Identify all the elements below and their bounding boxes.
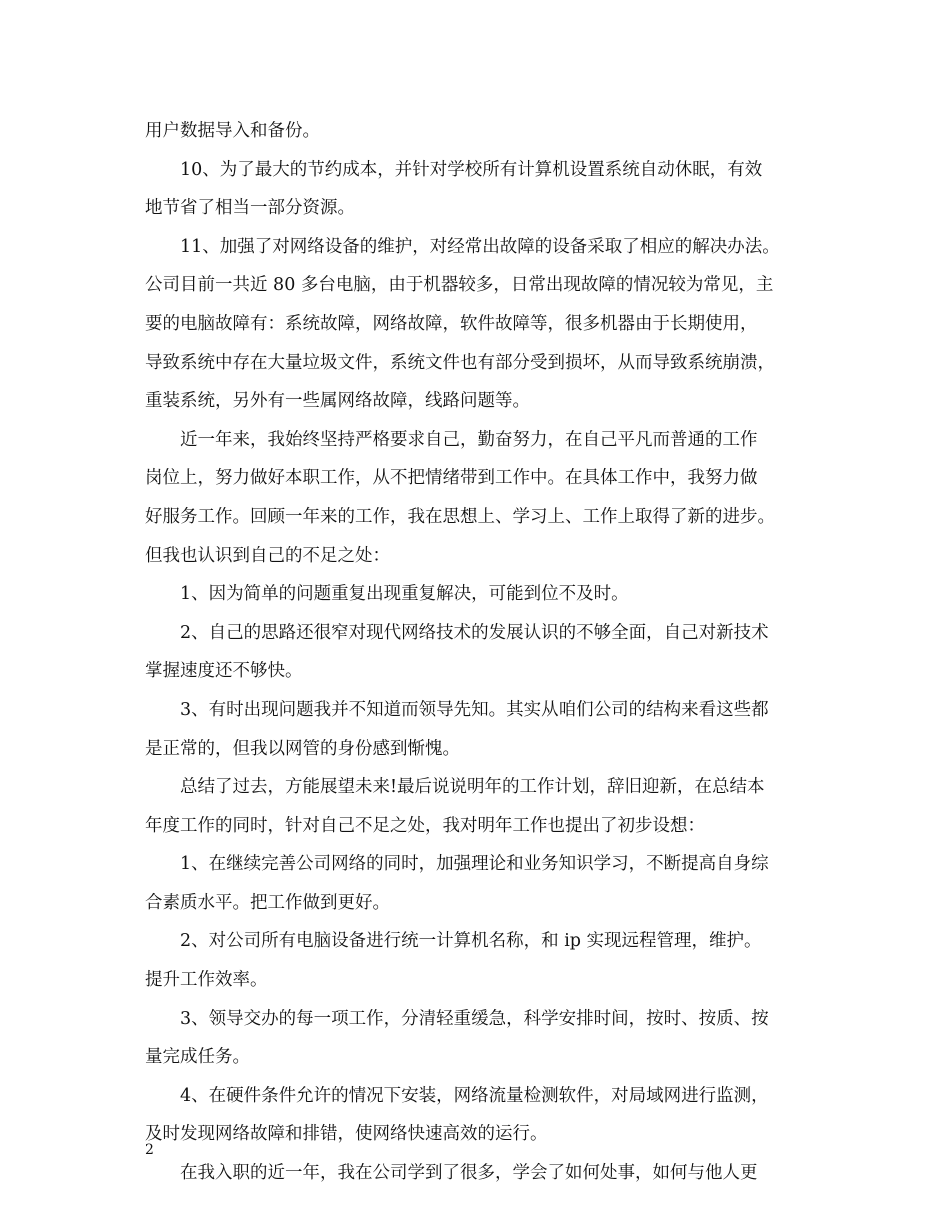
text-line: 用户数据导入和备份。 bbox=[145, 121, 320, 141]
list-item-line: 1、在继续完善公司网络的同时，加强理论和业务知识学习，不断提高自身综 bbox=[180, 854, 769, 875]
list-item-line: 1、因为简单的问题重复出现重复解决，可能到位不及时。 bbox=[180, 584, 629, 605]
text-line: 公司目前一共近 80 多台电脑，由于机器较多，日常出现故障的情况较为常见，主 bbox=[145, 275, 774, 296]
text-line: 掌握速度还不够快。 bbox=[145, 661, 303, 682]
page-number: 2 bbox=[145, 1142, 154, 1158]
paragraph-line: 近一年来，我始终坚持严格要求自己，勤奋努力，在自己平凡而普通的工作 bbox=[180, 429, 758, 450]
text-line: 好服务工作。回顾一年来的工作，我在思想上、学习上、工作上取得了新的进步。 bbox=[145, 506, 775, 527]
text-line: 导致系统中存在大量垃圾文件，系统文件也有部分受到损坏，从而导致系统崩溃， bbox=[145, 352, 775, 373]
document-body bbox=[145, 112, 810, 1193]
text-line: 量完成任务。 bbox=[145, 1047, 250, 1068]
list-item-line: 2、自己的思路还很窄对现代网络技术的发展认识的不够全面，自己对新技术 bbox=[180, 622, 769, 643]
paragraph-line: 总结了过去，方能展望未来!最后说说明年的工作计划，辞旧迎新，在总结本 bbox=[180, 777, 765, 798]
text-line: 是正常的，但我以网管的身份感到惭愧。 bbox=[145, 738, 460, 759]
list-item-line: 3、有时出现问题我并不知道而领导先知。其实从咱们公司的结构来看这些都 bbox=[180, 699, 769, 720]
list-item-line: 2、对公司所有电脑设备进行统一计算机名称，和 ip 实现远程管理，维护。 bbox=[180, 931, 762, 952]
text-line: 要的电脑故障有：系统故障，网络故障，软件故障等，很多机器由于长期使用， bbox=[145, 313, 758, 334]
text-line: 地节省了相当一部分资源。 bbox=[145, 198, 355, 219]
text-line: 提升工作效率。 bbox=[145, 970, 268, 991]
paragraph-line: 10、为了最大的节约成本，并针对学校所有计算机设置系统自动休眠，有效 bbox=[180, 159, 763, 180]
text-line: 岗位上，努力做好本职工作，从不把情绪带到工作中。在具体工作中，我努力做 bbox=[145, 468, 758, 489]
paragraph-line: 在我入职的近一年，我在公司学到了很多，学会了如何处事，如何与他人更 bbox=[180, 1163, 758, 1184]
text-line: 及时发现网络故障和排错，使网络快速高效的运行。 bbox=[145, 1124, 548, 1145]
list-item-line: 3、领导交办的每一项工作，分清轻重缓急，科学安排时间，按时、按质、按 bbox=[180, 1008, 769, 1029]
text-line: 但我也认识到自己的不足之处： bbox=[145, 545, 390, 566]
text-line: 重装系统，另外有一些属网络故障，线路问题等。 bbox=[145, 391, 530, 412]
paragraph-line: 11、加强了对网络设备的维护，对经常出故障的设备采取了相应的解决办法。 bbox=[180, 236, 780, 257]
list-item-line: 4、在硬件条件允许的情况下安装，网络流量检测软件，对局域网进行监测， bbox=[180, 1085, 769, 1106]
text-line: 年度工作的同时，针对自己不足之处，我对明年工作也提出了初步设想： bbox=[145, 815, 705, 836]
text-line: 合素质水平。把工作做到更好。 bbox=[145, 892, 390, 913]
